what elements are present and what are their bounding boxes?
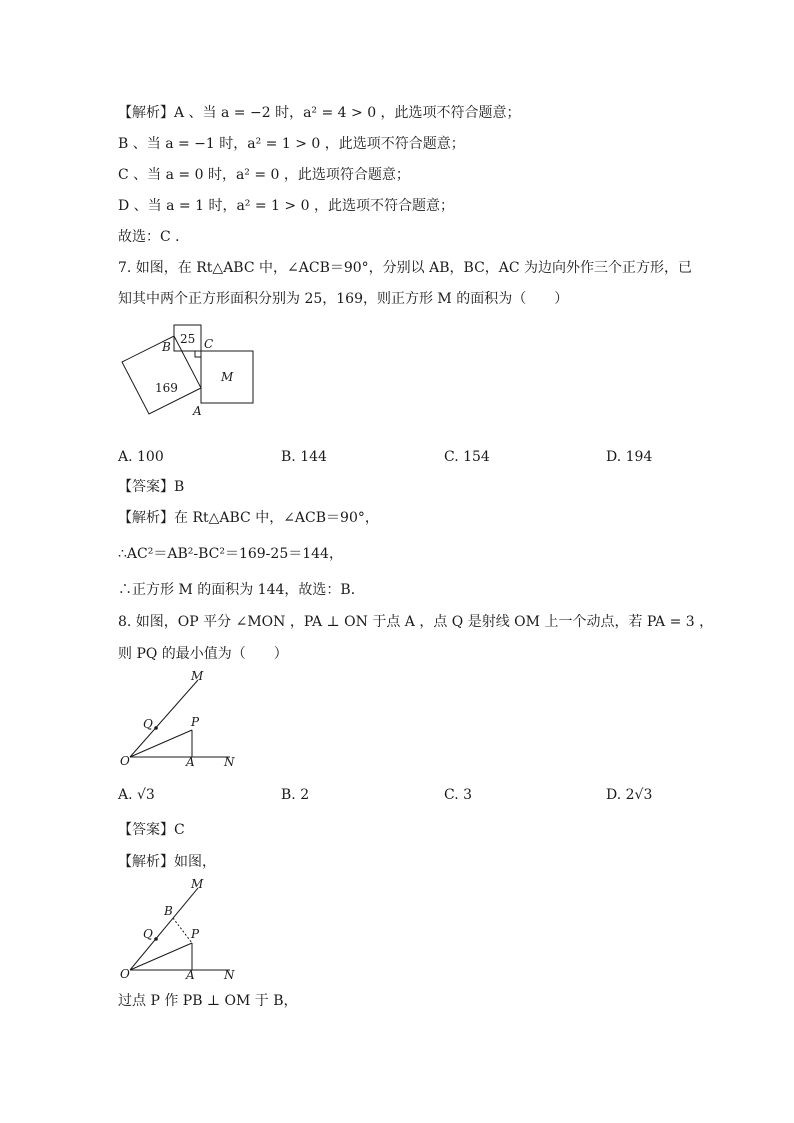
label-m: M: [191, 877, 204, 891]
figure-q7-squares: [118, 320, 258, 420]
q7-analysis-3: ∴正方形 M 的面积为 144，故选：B．: [118, 582, 365, 598]
q7-analysis-2: ∴AC²＝AB²-BC²＝169-25＝144，: [118, 546, 343, 562]
analysis-line-3: C 、当 a = 0 时，a² = 0 ，此选项符合题意；: [118, 167, 410, 183]
label-o: O: [120, 967, 130, 981]
label-b: B: [162, 340, 171, 354]
analysis-line-2: B 、当 a = −1 时，a² = 1 > 0 ，此选项不符合题意；: [118, 136, 465, 152]
q8-analysis-step-1: 过点 P 作 PB ⊥ OM 于 B，: [118, 993, 298, 1009]
segment-op: [130, 730, 192, 757]
label-p: P: [191, 927, 200, 941]
point-q: [154, 937, 158, 941]
label-a: A: [186, 755, 195, 769]
q8-option-a: A. √3: [118, 787, 155, 803]
analysis-line-1: 【解析】A 、当 a = −2 时，a² = 4 > 0 ，此选项不符合题意；: [118, 105, 521, 121]
label-169: 169: [155, 381, 178, 395]
ray-om: [130, 888, 198, 970]
q7-analysis-1: 【解析】在 Rt△ABC 中，∠ACB＝90°，: [118, 510, 379, 526]
question-7-line-2: 知其中两个正方形面积分别为 25，169，则正方形 M 的面积为（ ）: [118, 291, 569, 307]
right-angle-mark: [195, 351, 201, 357]
label-b: B: [164, 904, 173, 918]
q7-option-c: C. 154: [444, 449, 490, 465]
label-m: M: [221, 370, 234, 384]
figure-q8-solution: [118, 876, 248, 980]
label-o: O: [120, 754, 130, 768]
analysis-line-4: D 、当 a = 1 时，a² = 1 > 0 ，此选项不符合题意；: [118, 198, 454, 214]
q7-answer: 【答案】B: [118, 479, 185, 495]
label-c: C: [204, 337, 214, 351]
label-p: P: [191, 715, 200, 729]
segment-pb-dashed: [173, 918, 192, 943]
q8-answer: 【答案】C: [118, 822, 185, 838]
figure-q8-angle: [118, 668, 248, 772]
answer-choice-line: 故选：C ．: [118, 229, 190, 245]
q8-analysis-intro: 【解析】如图，: [118, 854, 216, 870]
ray-om: [130, 680, 198, 757]
label-n: N: [224, 755, 235, 769]
segment-op: [130, 943, 192, 970]
q8-option-b: B. 2: [281, 787, 310, 803]
label-m: M: [191, 669, 204, 683]
q7-option-d: D. 194: [606, 449, 653, 465]
q8-option-d: D. 2√3: [606, 787, 653, 803]
q7-option-a: A. 100: [118, 449, 164, 465]
label-q: Q: [143, 717, 153, 731]
question-7-line-1: 7. 如图，在 Rt△ABC 中，∠ACB＝90°，分别以 AB，BC，AC 为边向外作三个正方形，已: [118, 260, 693, 276]
question-8-line-2: 则 PQ 的最小值为（ ）: [118, 646, 288, 662]
label-a: A: [193, 404, 202, 418]
q8-option-c: C. 3: [444, 787, 473, 803]
label-a: A: [186, 968, 195, 982]
question-8-line-1: 8. 如图，OP 平分 ∠MON ，PA ⊥ ON 于点 A ，点 Q 是射线 OM 上一个动点，若 PA = 3 ，: [118, 614, 714, 630]
q7-option-b: B. 144: [281, 449, 327, 465]
label-25: 25: [180, 332, 196, 346]
label-q: Q: [143, 927, 153, 941]
point-q: [154, 726, 158, 730]
label-n: N: [224, 968, 235, 982]
